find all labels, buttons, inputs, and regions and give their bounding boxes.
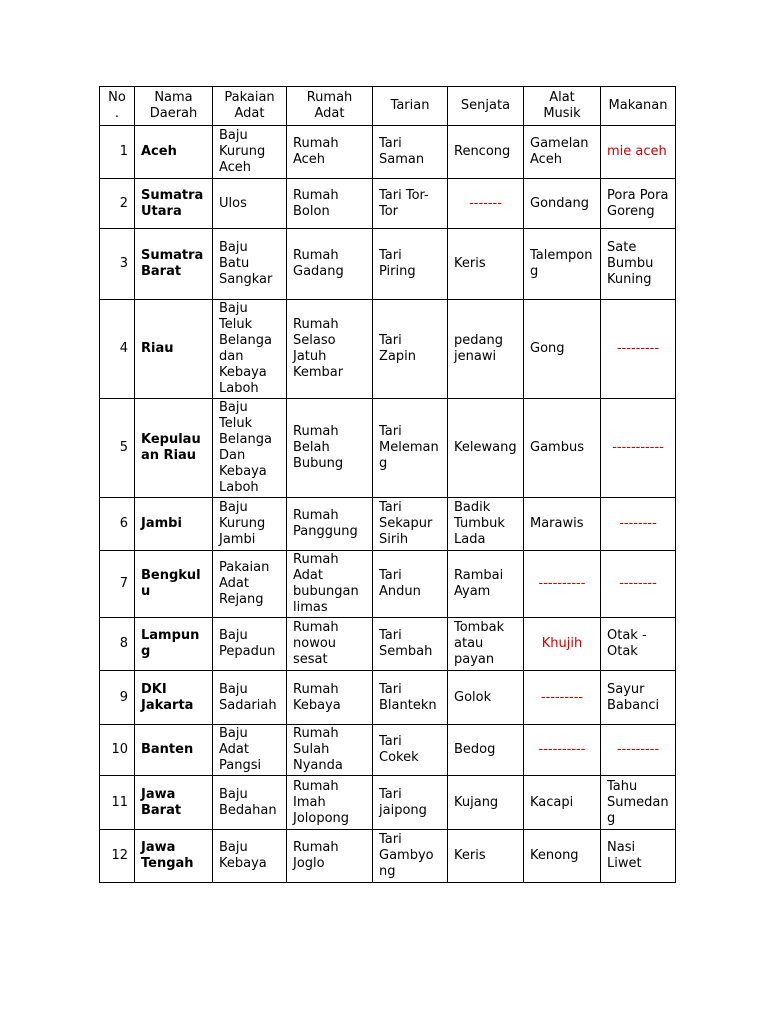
header-senjata: Senjata	[448, 87, 524, 126]
table-row	[100, 399, 676, 498]
header-makanan: Makanan	[601, 87, 676, 126]
header-nama-daerah: Nama Daerah	[135, 87, 213, 126]
cell-pakaian: Pakaian Adat Rejang	[213, 551, 287, 618]
cell-rumah: Rumah Aceh	[287, 126, 373, 179]
cell-musik: Talempong	[524, 229, 601, 300]
cell-makanan: Otak - Otak	[601, 618, 676, 671]
cell-makanan: Pora Pora Goreng	[601, 179, 676, 229]
cell-no: 4	[100, 300, 135, 399]
cell-tarian: Tari Zapin	[373, 300, 448, 399]
table-row	[100, 300, 676, 399]
cell-daerah: DKI Jakarta	[135, 671, 213, 725]
cell-pakaian: Baju Kurung Aceh	[213, 126, 287, 179]
header-no: No .	[100, 87, 135, 126]
cell-rumah: Rumah Bolon	[287, 179, 373, 229]
cell-musik: Gambus	[524, 399, 601, 498]
cell-tarian: Tari Cokek	[373, 725, 448, 776]
cell-senjata: Keris	[448, 229, 524, 300]
cell-daerah: Jambi	[135, 498, 213, 551]
cell-pakaian: Baju Teluk Belanga Dan Kebaya Laboh	[213, 399, 287, 498]
cell-makanan: Sate Bumbu Kuning	[601, 229, 676, 300]
cell-senjata: Keris	[448, 830, 524, 883]
table-row	[100, 725, 676, 776]
cell-rumah: Rumah Belah Bubung	[287, 399, 373, 498]
cell-daerah: Jawa Barat	[135, 776, 213, 830]
cell-daerah: Kepulauan Riau	[135, 399, 213, 498]
cell-no: 11	[100, 776, 135, 830]
cell-musik: ----------	[524, 551, 601, 618]
cell-rumah: Rumah Kebaya	[287, 671, 373, 725]
cell-senjata: Kujang	[448, 776, 524, 830]
cell-no: 3	[100, 229, 135, 300]
cell-rumah: Rumah Panggung	[287, 498, 373, 551]
cell-pakaian: Baju Bedahan	[213, 776, 287, 830]
table-row	[100, 179, 676, 229]
cell-senjata: Tombak atau payan	[448, 618, 524, 671]
cell-pakaian: Baju Kurung Jambi	[213, 498, 287, 551]
cell-rumah: Rumah Gadang	[287, 229, 373, 300]
cell-senjata: Rencong	[448, 126, 524, 179]
cell-senjata: Kelewang	[448, 399, 524, 498]
cell-daerah: Lampung	[135, 618, 213, 671]
cell-pakaian: Baju Pepadun	[213, 618, 287, 671]
cell-musik: Marawis	[524, 498, 601, 551]
cell-senjata: Rambai Ayam	[448, 551, 524, 618]
cell-tarian: Tari Piring	[373, 229, 448, 300]
cell-makanan: mie aceh	[601, 126, 676, 179]
table-row	[100, 618, 676, 671]
header-alat-musik: Alat Musik	[524, 87, 601, 126]
cell-musik: Kacapi	[524, 776, 601, 830]
table-row	[100, 126, 676, 179]
cell-daerah: Aceh	[135, 126, 213, 179]
cell-tarian: Tari Sembah	[373, 618, 448, 671]
cell-tarian: Tari Tor-Tor	[373, 179, 448, 229]
cell-rumah: Rumah Imah Jolopong	[287, 776, 373, 830]
cell-musik: Gamelan Aceh	[524, 126, 601, 179]
cell-daerah: Banten	[135, 725, 213, 776]
cell-tarian: Tari Sekapur Sirih	[373, 498, 448, 551]
cell-no: 5	[100, 399, 135, 498]
cell-no: 9	[100, 671, 135, 725]
cell-makanan: Sayur Babanci	[601, 671, 676, 725]
cell-rumah: Rumah Joglo	[287, 830, 373, 883]
cell-makanan: -----------	[601, 399, 676, 498]
table-row	[100, 551, 676, 618]
table-row	[100, 671, 676, 725]
cell-pakaian: Baju Kebaya	[213, 830, 287, 883]
cell-daerah: Bengkulu	[135, 551, 213, 618]
table-row	[100, 830, 676, 883]
cell-no: 7	[100, 551, 135, 618]
cell-musik: Kenong	[524, 830, 601, 883]
cell-musik: Khujih	[524, 618, 601, 671]
cell-pakaian: Baju Teluk Belanga dan Kebaya Laboh	[213, 300, 287, 399]
cell-rumah: Rumah nowou sesat	[287, 618, 373, 671]
cell-makanan: ---------	[601, 725, 676, 776]
cell-pakaian: Baju Batu Sangkar	[213, 229, 287, 300]
cell-senjata: Bedog	[448, 725, 524, 776]
table-row	[100, 229, 676, 300]
header-tarian: Tarian	[373, 87, 448, 126]
culture-table	[99, 86, 676, 883]
cell-musik: Gondang	[524, 179, 601, 229]
cell-rumah: Rumah Adat bubungan limas	[287, 551, 373, 618]
cell-pakaian: Baju Sadariah	[213, 671, 287, 725]
table-row	[100, 498, 676, 551]
cell-daerah: Jawa Tengah	[135, 830, 213, 883]
cell-musik: Gong	[524, 300, 601, 399]
header-row	[100, 87, 676, 126]
cell-makanan: Nasi Liwet	[601, 830, 676, 883]
cell-tarian: Tari jaipong	[373, 776, 448, 830]
cell-makanan: --------	[601, 498, 676, 551]
cell-senjata: -------	[448, 179, 524, 229]
cell-no: 8	[100, 618, 135, 671]
cell-daerah: Sumatra Barat	[135, 229, 213, 300]
cell-senjata: Badik Tumbuk Lada	[448, 498, 524, 551]
header-pakaian-adat: Pakaian Adat	[213, 87, 287, 126]
cell-pakaian: Ulos	[213, 179, 287, 229]
header-rumah-adat: Rumah Adat	[287, 87, 373, 126]
cell-daerah: Riau	[135, 300, 213, 399]
cell-tarian: Tari Gambyong	[373, 830, 448, 883]
cell-tarian: Tari Blantekn	[373, 671, 448, 725]
cell-tarian: Tari Melemang	[373, 399, 448, 498]
cell-senjata: pedang jenawi	[448, 300, 524, 399]
cell-musik: ---------	[524, 671, 601, 725]
cell-makanan: ---------	[601, 300, 676, 399]
cell-senjata: Golok	[448, 671, 524, 725]
cell-rumah: Rumah Sulah Nyanda	[287, 725, 373, 776]
cell-no: 12	[100, 830, 135, 883]
cell-makanan: --------	[601, 551, 676, 618]
cell-daerah: Sumatra Utara	[135, 179, 213, 229]
cell-musik: ----------	[524, 725, 601, 776]
cell-tarian: Tari Andun	[373, 551, 448, 618]
cell-makanan: Tahu Sumedang	[601, 776, 676, 830]
cell-tarian: Tari Saman	[373, 126, 448, 179]
cell-no: 10	[100, 725, 135, 776]
cell-rumah: Rumah Selaso Jatuh Kembar	[287, 300, 373, 399]
table-row	[100, 776, 676, 830]
cell-no: 6	[100, 498, 135, 551]
cell-pakaian: Baju Adat Pangsi	[213, 725, 287, 776]
cell-no: 1	[100, 126, 135, 179]
cell-no: 2	[100, 179, 135, 229]
